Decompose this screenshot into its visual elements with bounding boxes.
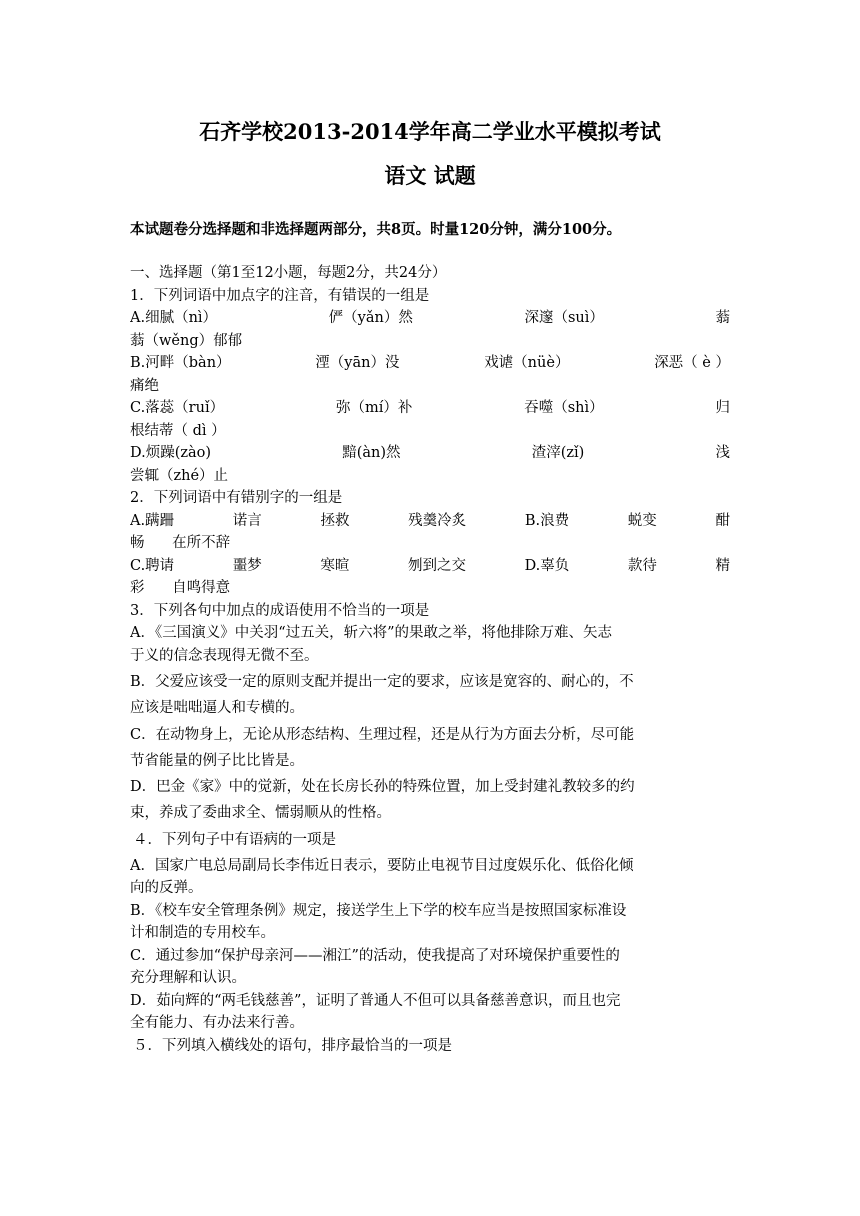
question-2-options-cd-cont: 彩 自鸣得意 [130,580,231,596]
exam-title: 石齐学校2013-2014学年高二学业水平模拟考试 [199,119,661,144]
question-2-stem: 2．下列词语中有错别字的一组是 [130,490,343,506]
question-1-option-a: A.细腻（nì） 俨（yǎn）然 深邃（suì） 蓊 [130,310,730,326]
question-1-stem: 1．下列词语中加点字的注音，有错误的一组是 [130,287,430,304]
question-2-options-ab: A.蹒跚 诺言 拯救 残羹冷炙 B.浪费 蜕变 酣 [130,512,730,529]
question-4-option-a: A．国家广电总局副局长李伟近日表示，要防止电视节目过度娱乐化、低俗化倾 [130,857,634,874]
question-2-options-ab-cont: 畅 在所不辞 [130,535,231,551]
exam-instructions: 本试题卷分选择题和非选择题两部分，共8页。时量120分钟，满分100分。 [130,221,622,238]
question-1-option-d-cont: 尝辄（zhé）止 [130,467,229,484]
question-body [130,262,730,1057]
question-3-option-a: A．《三国演义》中关羽“过五关，斩六将”的果敢之举，将他排除万难、矢志 [130,625,613,641]
question-1-option-b: B.河畔（bàn） 湮（yān）没 戏谑（nüè） 深恶（ è ） [130,355,730,371]
question-1-option-c-cont: 根结蒂（ dì ） [130,422,226,439]
question-3-option-b-cont: 应该是咄咄逼人和专横的。 [130,700,304,716]
question-3-option-c: C．在动物身上，无论从形态结构、生理过程，还是从行为方面去分析，尽可能 [130,726,635,743]
question-4-option-c: C．通过参加“保护母亲河——湘江”的活动，使我提高了对环境保护重要性的 [130,947,620,964]
question-3-option-c-cont: 节省能量的例子比比皆是。 [130,752,304,769]
question-3-option-a-cont: 于义的信念表现得无微不至。 [130,647,319,664]
question-1-option-d: D.烦躁(zào) 黯(àn)然 渣滓(zǐ) 浅 [130,445,730,461]
question-3-option-d-cont: 束，养成了委曲求全、懦弱顺从的性格。 [130,805,391,821]
question-3-option-d: D．巴金《家》中的觉新，处在长房长孙的特殊位置，加上受封建礼教较多的约 [130,779,635,795]
question-4-option-c-cont: 充分理解和认识。 [130,970,246,986]
question-4-option-d: D．茹向辉的“两毛钱慈善”，证明了普通人不但可以具备慈善意识，而且也完 [130,992,621,1009]
question-4-option-b-cont: 计和制造的专用校车。 [130,925,275,941]
question-3-option-b: B．父爱应该受一定的原则支配并提出一定的要求，应该是宽容的、耐心的，不 [130,674,634,690]
question-4-stem: ４．下列句子中有语病的一项是 [133,831,336,848]
question-4-option-a-cont: 向的反弹。 [130,880,203,896]
question-5-stem: ５．下列填入横线处的语句，排序最恰当的一项是 [133,1037,452,1054]
question-1-option-a-cont: 蓊（wěng）郁郁 [130,332,243,349]
question-1-option-b-cont: 痛绝 [130,377,159,394]
question-1-option-c: C.落蕊（ruǐ） 弥（mí）补 吞噬（shì） 归 [130,400,730,416]
exam-subtitle: 语文 试题 [384,163,476,188]
question-4-option-d-cont: 全有能力、有办法来行善。 [130,1015,304,1031]
question-4-option-b: B．《校车安全管理条例》规定，接送学生上下学的校车应当是按照国家标准设 [130,902,627,919]
question-2-options-cd: C.聘请 噩梦 寒暄 刎到之交 D.辜负 款待 精 [130,557,730,574]
question-3-stem: 3．下列各句中加点的成语使用不恰当的一项是 [130,602,430,619]
section-heading: 一、选择题（第1至12小题，每题2分，共24分） [130,265,447,281]
